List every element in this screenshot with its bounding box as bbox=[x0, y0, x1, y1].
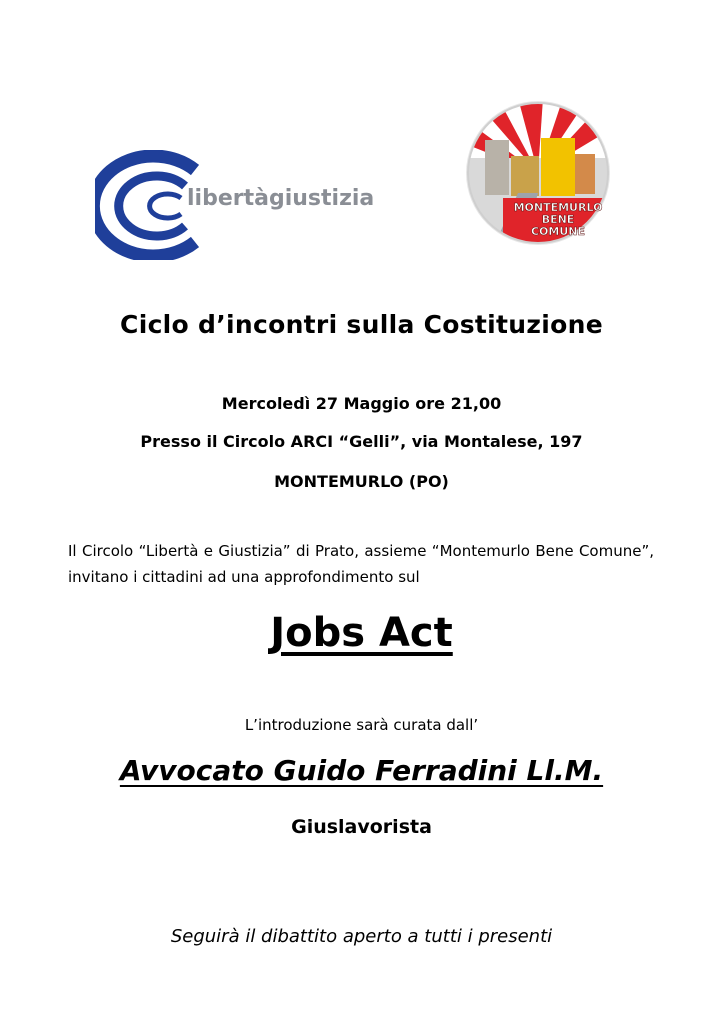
event-date: Mercoledì 27 Maggio ore 21,00 bbox=[221, 394, 502, 413]
curated-by-text: L’introduzione sarà curata dall’ bbox=[244, 716, 479, 734]
intro-paragraph: Il Circolo “Libertà e Giustizia” di Prato, assieme “Montemurlo Bene Comune”, invitano i cittadini ad una approfondimento sul bbox=[68, 542, 654, 586]
mbc-logo-line-3: COMUNE bbox=[530, 225, 586, 238]
speaker-name: Avvocato Guido Ferradini Ll.M. bbox=[119, 754, 604, 787]
event-city: MONTEMURLO (PO) bbox=[274, 472, 449, 491]
event-venue: Presso il Circolo ARCI “Gelli”, via Montalese, 197 bbox=[140, 432, 583, 451]
mbc-logo-line-1: MONTEMURLO bbox=[513, 201, 603, 214]
closing-note: Seguirà il dibattito aperto a tutti i presenti bbox=[170, 926, 553, 947]
liberta-giustizia-logo-text: libertàgiustizia bbox=[187, 186, 375, 211]
liberta-giustizia-logo bbox=[95, 150, 405, 260]
mbc-logo-line-2: BENE bbox=[541, 213, 575, 226]
montemurlo-bene-comune-logo bbox=[463, 98, 613, 248]
topic-heading: Jobs Act bbox=[270, 610, 453, 656]
speaker-role: Giuslavorista bbox=[291, 816, 432, 838]
event-title: Ciclo d’incontri sulla Costituzione bbox=[120, 310, 603, 339]
